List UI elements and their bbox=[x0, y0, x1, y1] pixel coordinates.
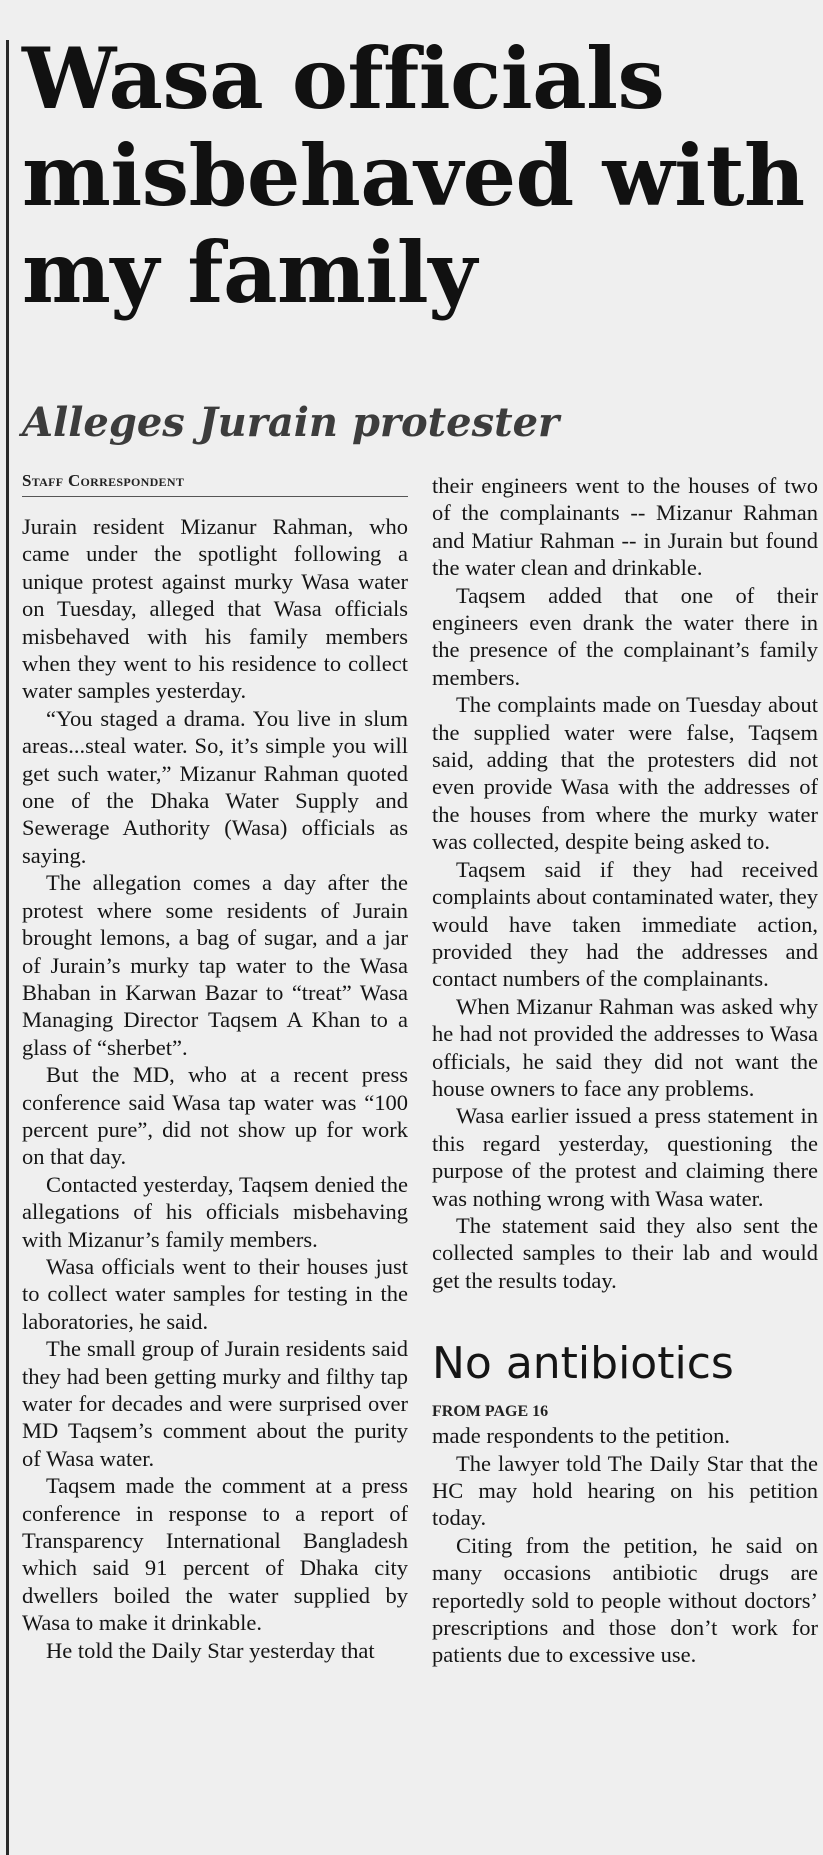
paragraph: “You staged a drama. You live in slum areas...steal water. So, it’s simple you will get such water,” Mizanur Rahman quoted one of the Dhaka Water Supply and Sewerage Authority (Wasa) officials as saying. bbox=[22, 705, 408, 868]
paragraph: made respondents to the petition. bbox=[432, 1423, 731, 1449]
paragraph: The small group of Jurain residents said they had been getting murky and filthy tap water for decades and were surprised over MD Taqsem’s comment about the purity of Wasa water. bbox=[22, 1336, 408, 1471]
paragraph: The allegation comes a day after the protest where some residents of Jurain brought lemons, a bag of sugar, and a jar of Jurain’s murky tap water to the Wasa Bhaban in Karwan Bazar to “treat” Wasa Managing Director Taqsem A Khan to a glass of “sherbet”. bbox=[22, 870, 408, 1060]
paragraph: When Mizanur Rahman was asked why he had not provided the addresses to Wasa officials, he said they did not want the house owners to face any problems. bbox=[432, 993, 818, 1101]
paragraph: Taqsem added that one of their engineers even drank the water there in the presence of the complainant’s family members. bbox=[432, 582, 818, 690]
right-column bbox=[432, 472, 818, 1669]
paragraph: Wasa earlier issued a press statement in this regard yesterday, questioning the purpose of the protest and claiming there was nothing wrong with Wasa water. bbox=[432, 1103, 818, 1211]
left-column bbox=[22, 470, 408, 1664]
paragraph: The statement said they also sent the collected samples to their lab and would get the results today. bbox=[432, 1212, 818, 1293]
headline: Wasa officials misbehaved with my family bbox=[22, 29, 805, 322]
second-story-headline: No antibiotics bbox=[432, 1338, 734, 1390]
paragraph: Citing from the petition, he said on many occasions antibiotic drugs are reportedly sold to people without doctors’ prescriptions and those don’t work for patients due to excessive use. bbox=[432, 1532, 818, 1668]
continuation-label: FROM PAGE 16 bbox=[432, 1403, 549, 1421]
paragraph: The complaints made on Tuesday about the supplied water were false, Taqsem said, adding that the protesters did not even provide Wasa with the addresses of the houses from where the murky water was collected, despite being asked to. bbox=[432, 692, 818, 855]
column-rule bbox=[6, 40, 9, 1855]
paragraph: He told the Daily Star yesterday that bbox=[46, 1637, 375, 1663]
paragraph: But the MD, who at a recent press conference said Wasa tap water was “100 percent pure”, did not show up for work on that day. bbox=[22, 1062, 408, 1170]
paragraph: Wasa officials went to their houses just to collect water samples for testing in the laboratories, he said. bbox=[22, 1253, 408, 1334]
subheadline: Alleges Jurain protester bbox=[22, 399, 560, 446]
paragraph: their engineers went to the houses of two of the complainants -- Mizanur Rahman and Matiur Rahman -- in Jurain but found the water clean and drinkable. bbox=[432, 473, 818, 581]
paragraph: The lawyer told The Daily Star that the HC may hold hearing on his petition today. bbox=[432, 1450, 818, 1531]
paragraph: Contacted yesterday, Taqsem denied the allegations of his officials misbehaving with Mizanur’s family members. bbox=[22, 1171, 408, 1252]
paragraph: Jurain resident Mizanur Rahman, who came under the spotlight following a unique protest against murky Wasa water on Tuesday, alleged that Wasa officials misbehaved with his family members when they went to his residence to collect water samples yesterday. bbox=[22, 514, 408, 704]
paragraph: Taqsem said if they had received complaints about contaminated water, they would have taken immediate action, provided they had the addresses and contact numbers of the complainants. bbox=[432, 856, 818, 992]
byline: Staff Correspondent bbox=[22, 470, 408, 497]
paragraph: Taqsem made the comment at a press conference in response to a report of Transparency International Bangladesh which said 91 percent of Dhaka city dwellers boiled the water supplied by Wasa to make it drinkable. bbox=[22, 1473, 408, 1636]
